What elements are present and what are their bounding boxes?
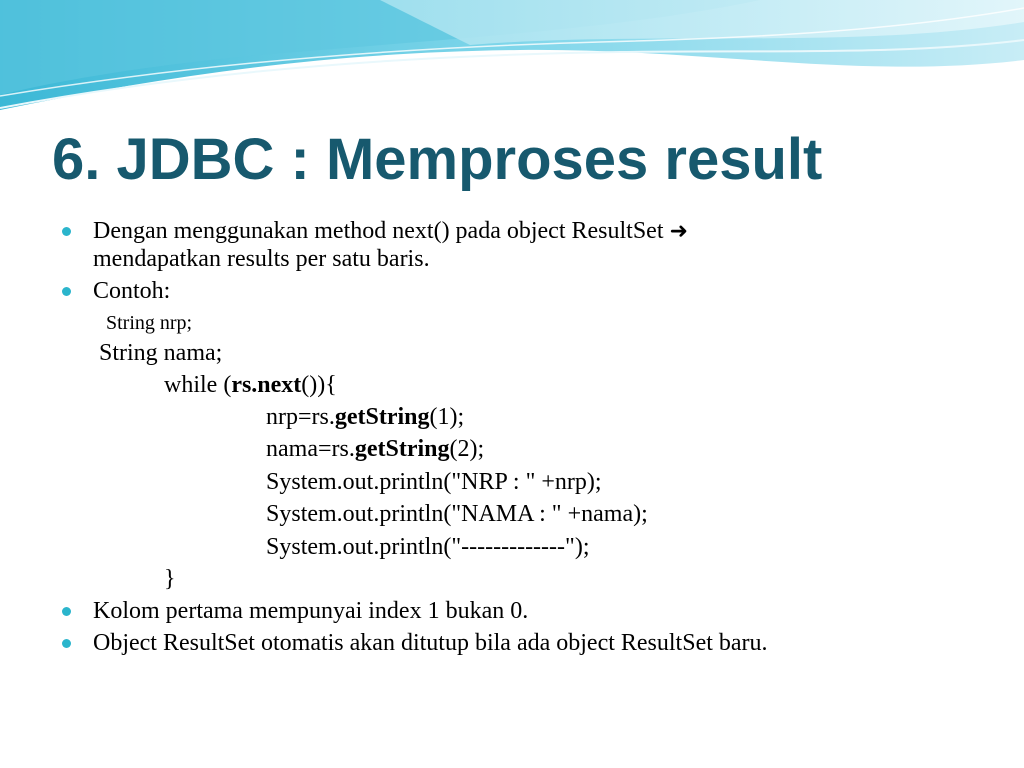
code-text: while ( bbox=[164, 372, 232, 398]
code-line-nama-assign bbox=[266, 435, 484, 464]
bullet-item-3: Kolom pertama mempunyai index 1 bukan 0. bbox=[93, 598, 529, 624]
code-line-print-nrp: System.out.println("NRP : " +nrp); bbox=[266, 469, 602, 495]
code-line-string-nrp: String nrp; bbox=[106, 312, 193, 334]
slide-title: 6. JDBC : Memproses result bbox=[52, 127, 823, 192]
bullet-marker bbox=[62, 607, 71, 616]
code-line-print-nama: System.out.println("NAMA : " +nama); bbox=[266, 501, 648, 527]
bullet-item-4: Object ResultSet otomatis akan ditutup bila ada object ResultSet baru. bbox=[93, 630, 768, 656]
bullet-item-2: Contoh: bbox=[93, 278, 171, 304]
code-text: (1); bbox=[429, 404, 465, 430]
code-text: ()){ bbox=[301, 372, 337, 398]
code-line-nrp-assign bbox=[266, 403, 464, 432]
code-keyword: rs.next bbox=[231, 372, 302, 398]
bullet-item-1-line1 bbox=[93, 217, 688, 246]
code-line-close-brace: } bbox=[164, 566, 176, 592]
bullet-marker bbox=[62, 639, 71, 648]
bullet-item-1-text: Dengan menggunakan method next() pada object ResultSet bbox=[93, 218, 664, 244]
code-line-print-separator: System.out.println("-------------"); bbox=[266, 534, 590, 560]
code-text: nrp=rs. bbox=[266, 404, 335, 430]
code-keyword: getString bbox=[354, 436, 450, 462]
code-line-string-nama: String nama; bbox=[99, 340, 223, 366]
header-wave-decoration bbox=[0, 0, 1024, 120]
code-keyword: getString bbox=[334, 404, 430, 430]
code-text: nama=rs. bbox=[266, 436, 355, 462]
bullet-item-1-line2: mendapatkan results per satu baris. bbox=[93, 246, 430, 272]
bullet-marker bbox=[62, 287, 71, 296]
code-text: (2); bbox=[449, 436, 485, 462]
code-line-while bbox=[164, 371, 337, 400]
arrow-right-icon: ➜ bbox=[669, 219, 688, 244]
bullet-marker bbox=[62, 227, 71, 236]
